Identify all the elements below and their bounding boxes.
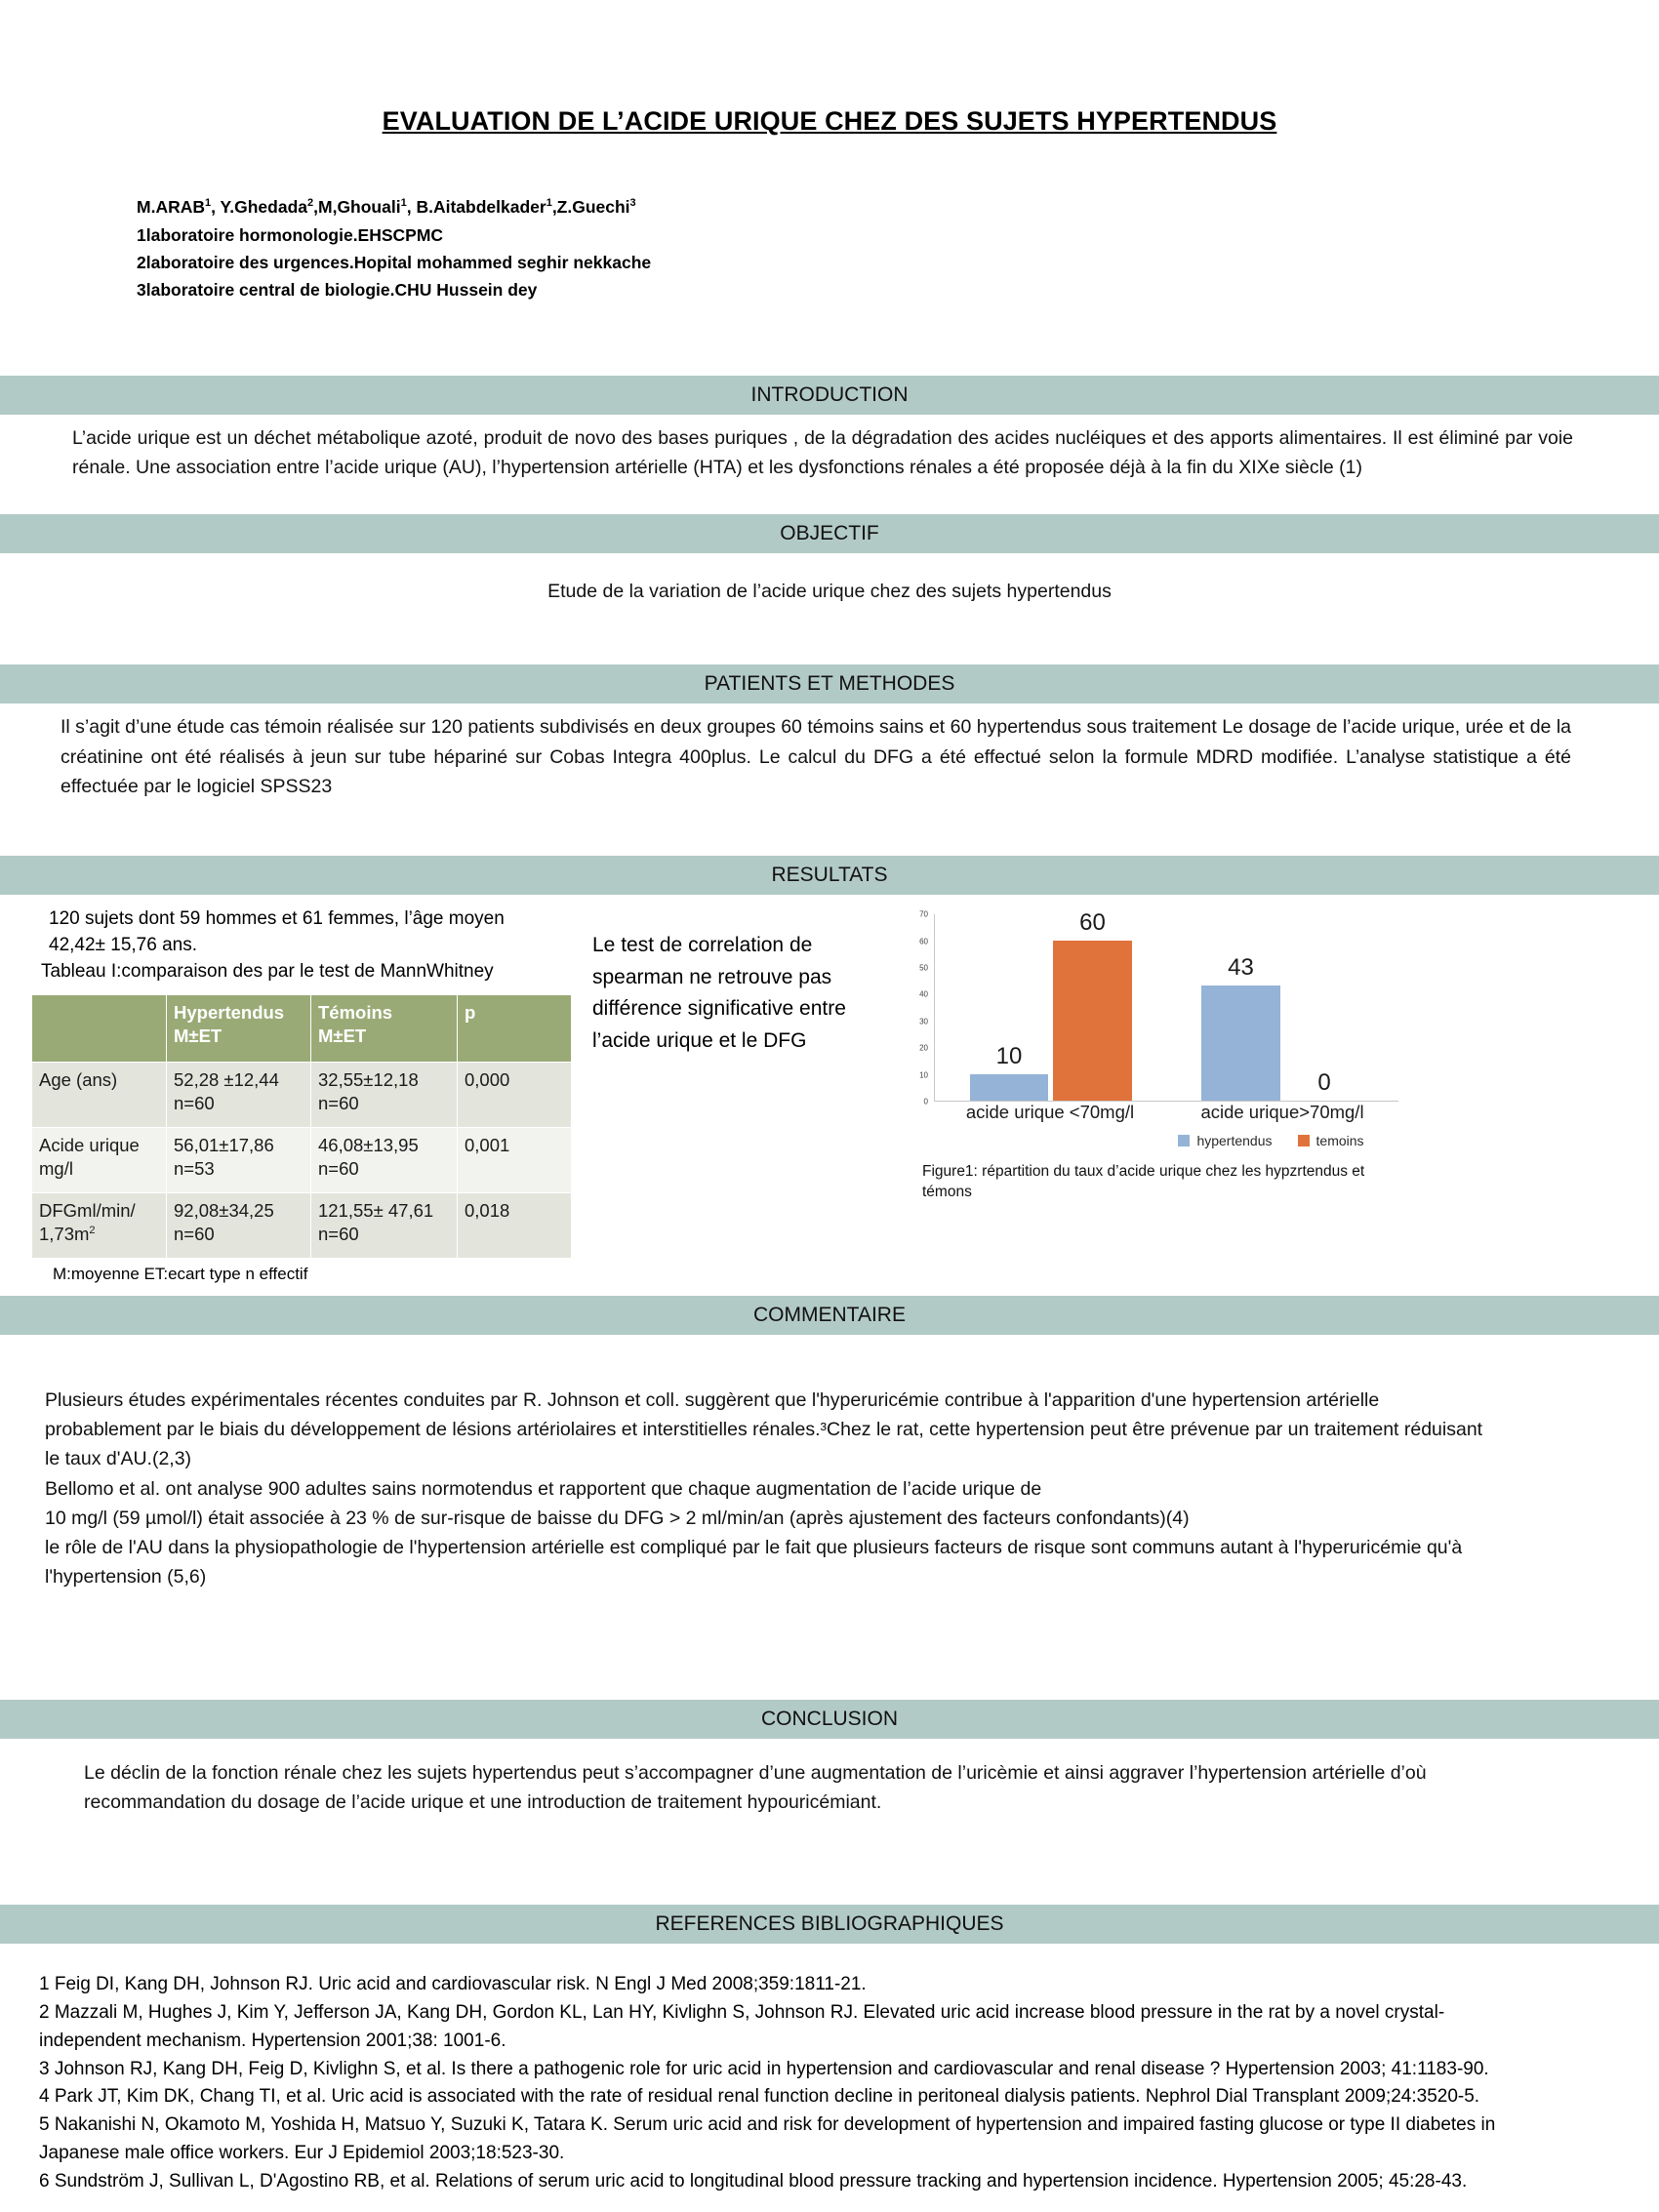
value: 92,08±34,25 <box>174 1200 274 1222</box>
n-count: n=53 <box>174 1157 215 1179</box>
section-objectif <box>0 514 1659 606</box>
label-line2 <box>39 1223 160 1246</box>
affiliation-2-line <box>137 249 1659 276</box>
section-resultats <box>0 856 1659 1284</box>
conclusion-heading: CONCLUSION <box>0 1700 1659 1739</box>
tableau-label: Tableau I:comparaison des par le test de MannWhitney <box>41 961 494 983</box>
comparison-table <box>31 994 572 1259</box>
authors-block <box>0 193 1659 303</box>
chart-y-tick: 70 <box>919 909 928 919</box>
n-count: n=60 <box>174 1092 215 1113</box>
legend-label-temoins: temoins <box>1315 1133 1364 1149</box>
n-count: n=60 <box>318 1092 359 1113</box>
row-dfg-p: 0,018 <box>458 1193 572 1259</box>
affiliation-3: 3laboratoire central de biologie.CHU Hussein dey <box>137 280 538 301</box>
chart-y-tick: 50 <box>919 963 928 973</box>
conclusion-text: Le déclin de la fonction rénale chez les sujets hypertendus peut s’accompagner d’une augmentation de l’uricèmie et ainsi aggraver l’hypertension artérielle d’où recommandation du dosage de l’acide urique et une introduction de traitement hypouricémiant. <box>84 1761 1427 1813</box>
affiliation-1-line <box>137 221 1659 249</box>
chart-bar-label: 0 <box>1317 1069 1331 1097</box>
chart-y-tick: 40 <box>919 989 928 999</box>
summary-line-2: 42,42± 15,76 ans. <box>49 935 197 956</box>
table-header-row <box>32 995 572 1063</box>
chart-legend <box>912 1133 1630 1148</box>
author-3: ,M,Ghouali <box>313 197 401 218</box>
section-conclusion <box>0 1700 1659 1817</box>
affiliation-1: 1laboratoire hormonologie.EHSCPMC <box>137 224 444 245</box>
commentaire-paragraph-1: Plusieurs études expérimentales récentes conduites par R. Johnson et coll. suggèrent que l'hyperuricémie contribue à l'apparition d'une hypertension artérielle probablement par le biais du développement de lésions artériolaires et interstitielles rénales.³Chez le rat, cette hypertension peut être prévenue par un traitement réduisant le taux d'AU.(2,3) <box>45 1389 1483 1470</box>
chart-y-axis <box>899 906 932 1131</box>
introduction-text: L’acide urique est un déchet métabolique azoté, produit de novo des bases puriques , de la dégradation des acides nucléiques et des apports alimentaires. Il est éliminé par voie rénale. Une association entre l’acide urique (AU), l’hypertension artérielle (HTA) et les dysfonctions rénales a été proposée déjà à la fin du XIXe siècle (1) <box>72 426 1573 478</box>
header-hypertendus-line1: Hypertendus <box>174 1002 285 1024</box>
author-5-affil: 3 <box>629 197 636 210</box>
n-count: n=60 <box>174 1223 215 1244</box>
value: 52,28 ±12,44 <box>174 1069 279 1091</box>
summary-line-1: 120 sujets dont 59 hommes et 61 femmes, l’âge moyen <box>49 908 505 930</box>
affiliation-3-line <box>137 276 1659 303</box>
table-header-hypertendus <box>167 995 311 1063</box>
row-acide-urique-temoins <box>311 1128 458 1193</box>
table-row <box>32 1063 572 1128</box>
reference-item: 1 Feig DI, Kang DH, Johnson RJ. Uric acid and cardiovascular risk. N Engl J Med 2008;359:1811-21. <box>39 1973 867 1994</box>
row-acide-urique-hypertendus <box>167 1128 311 1193</box>
objectif-heading: OBJECTIF <box>0 514 1659 553</box>
author-4: , B.Aitabdelkader <box>406 197 546 218</box>
commentaire-heading: COMMENTAIRE <box>0 1296 1659 1335</box>
chart-y-tick: 60 <box>919 937 928 945</box>
chart-bar-temoins-0 <box>1053 941 1132 1102</box>
resultats-heading: RESULTATS <box>0 856 1659 895</box>
references-heading: REFERENCES BIBLIOGRAPHIQUES <box>0 1905 1659 1944</box>
row-age-temoins <box>311 1063 458 1128</box>
legend-item-hypertendus <box>1178 1133 1272 1148</box>
affiliation-2: 2laboratoire des urgences.Hopital mohammed seghir nekkache <box>137 253 652 273</box>
label-line1: Acide urique <box>39 1135 140 1156</box>
figure-1 <box>893 906 1659 1202</box>
chart-bar-hypertendus-1 <box>1201 985 1280 1101</box>
chart-x-label: acide urique>70mg/l <box>1200 1102 1364 1123</box>
chart-bar-label: 60 <box>1079 908 1106 936</box>
value: 46,08±13,95 <box>318 1135 419 1156</box>
chart-y-tick: 10 <box>919 1070 928 1080</box>
table-body <box>32 1063 572 1259</box>
author-4-affil: 1 <box>546 197 552 210</box>
reference-item: 2 Mazzali M, Hughes J, Kim Y, Jefferson JA, Kang DH, Gordon KL, Lan HY, Kivlighn S, Johnson RJ. Elevated uric acid increase blood pressure in the rat by a novel crystal-independent mechanism. Hypertension 2001;38: 1001-6. <box>39 2001 1445 2051</box>
legend-swatch-hypertendus <box>1178 1135 1190 1146</box>
label-line1: DFGml/min/ <box>39 1200 136 1222</box>
spearman-note: Le test de correlation de spearman ne retrouve pas différence significative entre l’acide urique et le DFG <box>592 934 846 1052</box>
patients-heading: PATIENTS ET METHODES <box>0 664 1659 704</box>
legend-item-temoins <box>1298 1133 1364 1148</box>
bar-chart <box>899 906 1406 1131</box>
commentaire-paragraph-4: le rôle de l'AU dans la physiopathologie de l'hypertension artérielle est compliqué par le fait que plusieurs facteurs de risque sont communs autant à l'hyperuricémie qu'à l'hypertension (5,6) <box>45 1537 1463 1589</box>
chart-y-tick: 30 <box>919 1017 928 1026</box>
section-introduction <box>0 376 1659 482</box>
section-commentaire <box>0 1296 1659 1592</box>
chart-plot-area <box>934 908 1398 1102</box>
author-list <box>137 193 1659 221</box>
label-superscript: 2 <box>89 1224 96 1236</box>
commentaire-paragraph-2: Bellomo et al. ont analyse 900 adultes sains normotendus et rapportent que chaque augmentation de l’acide urique de <box>45 1477 1042 1500</box>
page-title: EVALUATION DE L’ACIDE URIQUE CHEZ DES SUJETS HYPERTENDUS <box>382 106 1277 136</box>
author-3-affil: 1 <box>400 197 407 210</box>
table-row <box>32 1128 572 1193</box>
author-1: M.ARAB <box>137 197 205 218</box>
reference-item: 4 Park JT, Kim DK, Chang TI, et al. Uric acid is associated with the rate of residual renal function decline in peritoneal dialysis patients. Nephrol Dial Transplant 2009;24:3520-5. <box>39 2086 1480 2108</box>
table-header <box>32 995 572 1063</box>
legend-swatch-temoins <box>1298 1135 1310 1146</box>
value: 32,55±12,18 <box>318 1069 419 1091</box>
author-2-affil: 2 <box>307 197 314 210</box>
reference-item: 6 Sundström J, Sullivan L, D'Agostino RB, et al. Relations of serum uric acid to longitudinal blood pressure tracking and hypertension incidence. Hypertension 2005; 45:28-43. <box>39 2171 1468 2192</box>
commentaire-text <box>0 1335 1659 1592</box>
n-count: n=60 <box>318 1223 359 1244</box>
author-2: , Y.Ghedada <box>211 197 308 218</box>
header-hypertendus-line2: M±ET <box>174 1025 223 1046</box>
chart-bar-label: 10 <box>995 1042 1023 1069</box>
table-header-blank <box>32 995 167 1063</box>
results-table-column <box>0 906 571 1284</box>
author-5: ,Z.Guechi <box>551 197 630 218</box>
value: 121,55± 47,61 <box>318 1200 434 1222</box>
row-dfg-temoins <box>311 1193 458 1259</box>
header-temoins-line2: M±ET <box>318 1025 367 1046</box>
chart-x-labels <box>934 1102 1398 1127</box>
reference-item: 5 Nakanishi N, Okamoto M, Yoshida H, Matsuo Y, Suzuki K, Tatara K. Serum uric acid and risk for development of hypertension and impaired fasting glucose or type II diabetes in Japanese male office workers. Eur J Epidemiol 2003;18:523-30. <box>39 2114 1496 2164</box>
chart-bar-hypertendus-0 <box>970 1074 1049 1101</box>
row-label-dfg <box>32 1193 167 1259</box>
value: 56,01±17,86 <box>174 1135 274 1156</box>
chart-x-label: acide urique <70mg/l <box>965 1102 1135 1123</box>
row-age-p: 0,000 <box>458 1063 572 1128</box>
table-row <box>32 1193 572 1259</box>
objectif-text: Etude de la variation de l’acide urique chez des sujets hypertendus <box>547 581 1112 603</box>
row-label-acide-urique <box>32 1128 167 1193</box>
label-line2-text: 1,73m <box>39 1223 90 1244</box>
header-temoins-line1: Témoins <box>318 1002 393 1024</box>
commentaire-paragraph-3: 10 mg/l (59 µmol/l) était associée à 23 % de sur-risque de baisse du DFG > 2 ml/min/an (après ajustement des facteurs confondants)(4) <box>45 1507 1190 1529</box>
n-count: n=60 <box>318 1157 359 1179</box>
table-footnote: M:moyenne ET:ecart type n effectif <box>53 1265 308 1284</box>
row-acide-urique-p: 0,001 <box>458 1128 572 1193</box>
chart-y-tick: 20 <box>919 1043 928 1053</box>
reference-item: 3 Johnson RJ, Kang DH, Feig D, Kivlighn S, et al. Is there a pathogenic role for uric acid in hypertension and cardiovascular and renal disease ? Hypertension 2003; 41:1183-90. <box>39 2058 1489 2079</box>
references-list <box>0 1944 1659 2196</box>
introduction-heading: INTRODUCTION <box>0 376 1659 415</box>
section-patients-methodes <box>0 664 1659 801</box>
row-dfg-hypertendus <box>167 1193 311 1259</box>
table-header-temoins <box>311 995 458 1063</box>
label-line2: mg/l <box>39 1157 73 1179</box>
row-age-hypertendus <box>167 1063 311 1128</box>
row-label-age: Age (ans) <box>32 1063 167 1128</box>
chart-y-tick: 0 <box>923 1097 928 1106</box>
chart-bars <box>935 908 1398 1101</box>
figure-caption: Figure1: répartition du taux d’acide urique chez les hypzrtendus et témons <box>922 1163 1365 1200</box>
legend-label-hypertendus: hypertendus <box>1196 1133 1273 1149</box>
chart-bar-label: 43 <box>1228 954 1254 982</box>
patients-text: Il s’agit d’une étude cas témoin réalisée sur 120 patients subdivisés en deux groupes 60 témoins sains et 60 hypertendus sous traitement Le dosage de l’acide urique, urée et de la créatinine ont été réalisés à jeun sur tube hépariné sur Cobas Integra 400plus. Le calcul du DFG a été effectué selon la formule MDRD modifiée. L’analyse statistique a été effectuée par le logiciel SPSS23 <box>61 716 1571 797</box>
results-grid <box>0 895 1659 1284</box>
author-1-affil: 1 <box>205 197 212 210</box>
section-references <box>0 1905 1659 2196</box>
table-header-p: p <box>458 995 572 1063</box>
